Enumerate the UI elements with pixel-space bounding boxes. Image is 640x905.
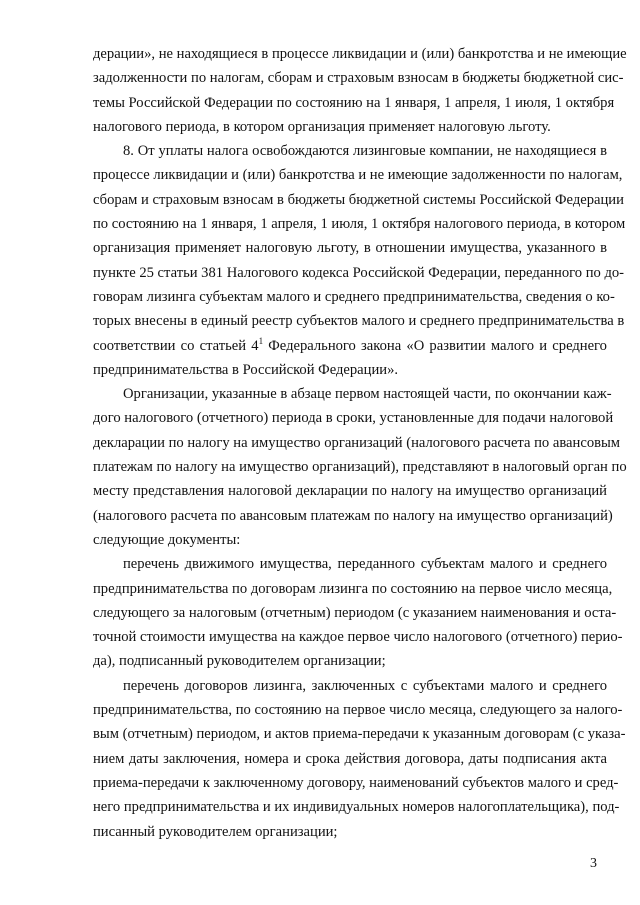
line-text: пункте 25 статьи 381 Налогового кодекса Российской Федерации, переданного по до- <box>93 264 625 281</box>
text-line <box>93 552 607 576</box>
line-text-continued: Федерального закона «О развитии малого и среднего <box>263 337 607 354</box>
text-line <box>93 236 607 260</box>
text-line <box>93 139 607 163</box>
line-text: дого налогового (отчетного) периода в сроки, установленные для подачи налоговой <box>93 410 614 427</box>
text-line <box>93 771 619 795</box>
text-line <box>93 577 613 601</box>
text-line <box>93 91 615 115</box>
line-text: следующего за налоговым (отчетным) периодом (с указанием наименования и оста- <box>93 604 617 621</box>
line-text: приема-передачи к заключенному договору, наименований субъектов малого и сред- <box>93 774 619 791</box>
line-text: налогового периода, в котором организация применяет налоговую льготу. <box>93 118 551 135</box>
text-line <box>93 163 623 187</box>
text-line <box>93 358 607 382</box>
line-text: писанный руководителем организации; <box>93 823 338 840</box>
text-line <box>93 820 607 844</box>
line-text: сборам и страховым взносам в бюджеты бюджетной системы Российской Федерации <box>93 191 624 208</box>
line-text: вым (отчетным) периодом, и актов приема-передачи к указанным договорам (с указа- <box>93 726 626 743</box>
text-line <box>93 747 607 771</box>
text-line <box>93 504 613 528</box>
text-line <box>93 722 626 746</box>
superscript: 1 <box>258 335 264 346</box>
line-text: соответствии со статьей 4 <box>93 337 259 354</box>
text-line <box>93 309 625 333</box>
line-text: него предпринимательства и их индивидуальных номеров налогоплательщика), под- <box>93 799 620 816</box>
line-text: точной стоимости имущества на каждое первое число налогового (отчетного) перио- <box>93 629 623 646</box>
line-text: говорам лизинга субъектам малого и среднего предпринимательства, сведения о ко- <box>93 288 615 305</box>
text-line <box>93 115 607 139</box>
text-line <box>93 334 607 358</box>
line-text: процессе ликвидации и (или) банкротства и не имеющие задолженности по налогам, <box>93 167 623 184</box>
page-number: 3 <box>590 856 597 871</box>
text-line <box>93 698 623 722</box>
line-text: организация применяет налоговую льготу, в отношении имущества, указанного в <box>93 240 607 257</box>
text-line <box>93 674 607 698</box>
line-text: месту представления налоговой декларации по налогу на имущество организаций <box>93 483 607 500</box>
line-text: предпринимательства в Российской Федерации». <box>93 361 399 378</box>
line-text: 8. От уплаты налога освобождаются лизинговые компании, не находящиеся в <box>123 143 607 160</box>
text-line <box>93 285 615 309</box>
line-text: торых внесены в единый реестр субъектов малого и среднего предпринимательства в <box>93 313 625 330</box>
text-line <box>93 261 625 285</box>
text-line <box>93 601 617 625</box>
line-text: темы Российской Федерации по состоянию на 1 января, 1 апреля, 1 июля, 1 октября <box>93 94 615 111</box>
text-line <box>93 479 607 503</box>
line-text: платежам по налогу на имущество организаций), представляют в налоговый орган по <box>93 459 627 476</box>
document-body <box>93 42 627 844</box>
line-text: перечень договоров лизинга, заключенных с субъектами малого и среднего <box>123 677 607 694</box>
text-line <box>93 455 627 479</box>
line-text: предпринимательства, по состоянию на первое число месяца, следующего за налого- <box>93 702 623 719</box>
line-text: декларации по налогу на имущество организаций (налогового расчета по авансовым <box>93 434 621 451</box>
text-line <box>93 649 607 673</box>
line-text: перечень движимого имущества, переданного субъектам малого и среднего <box>123 556 607 573</box>
text-line <box>93 406 614 430</box>
text-line <box>93 431 621 455</box>
line-text: задолженности по налогам, сборам и страховым взносам в бюджеты бюджетной сис- <box>93 70 624 87</box>
text-line <box>93 795 620 819</box>
text-line <box>93 212 626 236</box>
text-line <box>93 188 624 212</box>
line-text: (налогового расчета по авансовым платежам по налогу на имущество организаций) <box>93 507 613 524</box>
line-text: да), подписанный руководителем организации; <box>93 653 386 670</box>
text-line <box>93 66 624 90</box>
text-line <box>93 528 607 552</box>
line-text: нием даты заключения, номера и срока действия договора, даты подписания акта <box>93 750 607 767</box>
line-text: по состоянию на 1 января, 1 апреля, 1 июля, 1 октября налогового периода, в котором <box>93 216 626 233</box>
line-text: следующие документы: <box>93 531 241 548</box>
line-text: предпринимательства по договорам лизинга по состоянию на первое число месяца, <box>93 580 613 597</box>
text-line <box>93 625 623 649</box>
text-line <box>93 382 612 406</box>
line-text: Организации, указанные в абзаце первом настоящей части, по окончании каж- <box>123 386 612 403</box>
text-line <box>93 42 627 66</box>
line-text: дерации», не находящиеся в процессе ликвидации и (или) банкротства и не имеющие <box>93 46 627 62</box>
